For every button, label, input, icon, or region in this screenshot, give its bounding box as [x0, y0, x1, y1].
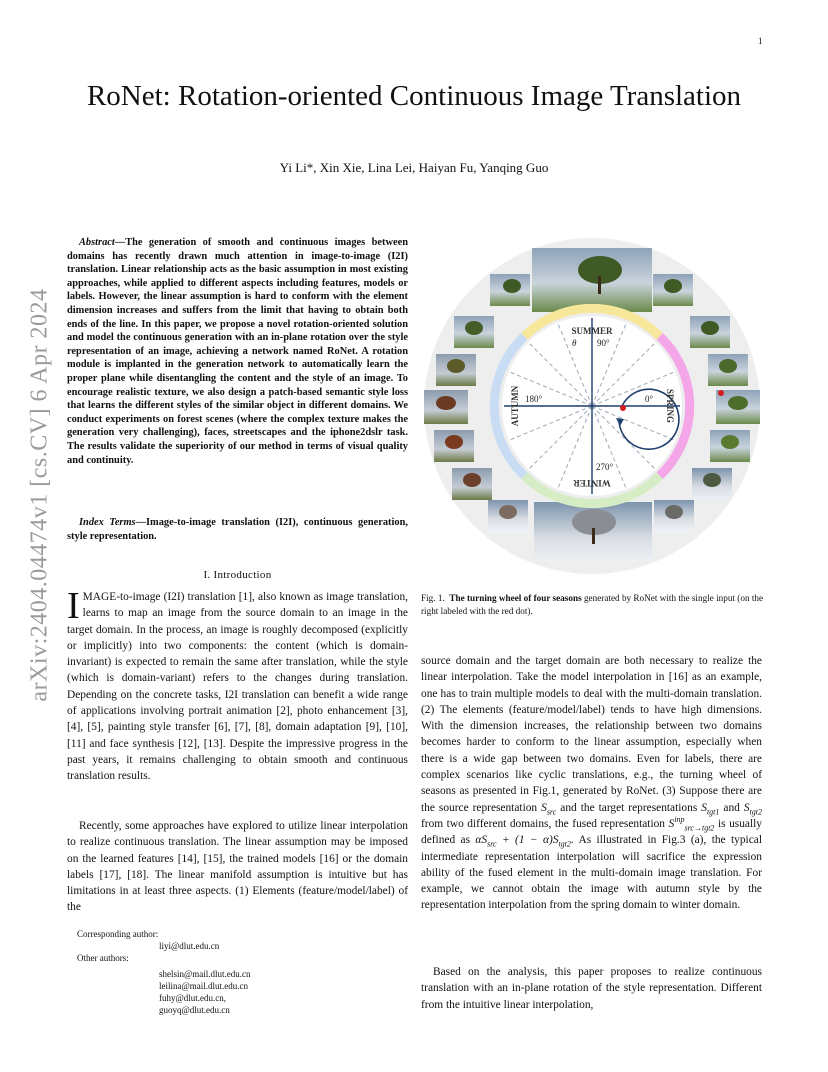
thumbnail	[654, 500, 694, 532]
figure-caption	[421, 592, 766, 617]
author-email: guoyq@dlut.edu.cn	[159, 1005, 230, 1016]
thumbnail-top	[532, 248, 652, 312]
footnote	[77, 928, 377, 1016]
other-authors-label: Other authors:	[77, 953, 129, 964]
section-heading: I. Introduction	[203, 569, 272, 581]
label-autumn: AUTUMN	[510, 385, 520, 427]
input-red-dot	[718, 390, 724, 396]
abstract-text: —The generation of smooth and continuous images between domains has recently drawn much attention in image-to-image (I2I) translation. Linear relationship acts as the basic assumption in most existing approaches, while applied to different aspects including features, models or labels. However, the linear assumption is hard to conform with the element dimension increases and suffers from the limit that having to obtain both ends of the line. In this paper, we propose a novel rotation-oriented solution and model the continuous generation with an in-plane rotation over the style representation of an image, achieving a network named RoNet. A rotation module is implanted in the generation network to automatically learn the proper plane while disentangling the content and the style of an image. To encourage realistic texture, we also design a patch-based semantic style loss that learns the different styles of the similar object in different domains. We conduct experiments on forest scenes (where the complex texture makes the generation very challenging), faces, streetscapes and the iphone2dslr task. The results validate the superiority of our method in terms of visual quality and continuity.	[67, 237, 408, 466]
thumbnail-bottom	[534, 502, 652, 562]
index-terms-label: Index Terms	[79, 517, 136, 528]
text-run: from two different domains, the fused representation	[421, 817, 669, 830]
corresponding-label: Corresponding author:	[77, 929, 159, 939]
thumbnail	[690, 316, 730, 348]
abstract	[67, 236, 408, 467]
label-summer: SUMMER	[571, 326, 613, 336]
math-s-tgt1: $S_{tgt1}$	[701, 801, 720, 816]
thumbnail	[710, 430, 750, 462]
abstract-label: Abstract	[79, 237, 115, 248]
intro-p1-text: MAGE-to-image (I2I) translation [1], also known as image translation, learns to map an image from the source domain to an image in the target domain. In the process, an image is roughly decomposed (explicitly or implicitly) into two components: the content (which is domain-invariant) is expected to remain the same after translation, while the style (which is domain-variant) refers to the changes during translation. Depending on the concrete tasks, I2I translation can benefit a wide range of applications involving portrait animation [2], photo enhancement [3], [4], [5], painting style transfer [6], [7], [8], domain adaptation [9], [10], [11] and face synthesis [12], [13]. Despite the impressive progress in the past years, it remains challenging to obtain smooth and continuous translation results.	[67, 591, 408, 783]
label-0: 0°	[645, 394, 654, 404]
figure-season-wheel	[424, 238, 760, 574]
thumbnail	[488, 500, 528, 532]
intro-paragraph-2: Recently, some approaches have explored to utilize linear interpolation to realize continuous translation. The linear assumption may be imposed on the learned features [14], [15], the trained models [16] or the domain labels [17], [18]. The linear manifold assumption is intuitive but has limitations in at least three aspects. (1) Elements (feature/model/label) of the	[67, 820, 408, 914]
label-180: 180°	[525, 394, 543, 404]
text-run: and	[719, 801, 744, 814]
column2-paragraph-1	[421, 653, 762, 914]
author-email: leilina@mail.dlut.edu.cn	[159, 980, 249, 991]
season-wheel-graphic	[424, 238, 760, 574]
math-s-src: $S_{src}$	[541, 801, 557, 816]
dial-red-dot	[620, 405, 626, 411]
author-email: fuhy@dlut.edu.cn,	[159, 993, 227, 1004]
thumbnail	[490, 274, 530, 306]
thumbnail	[424, 390, 468, 424]
thumbnail	[692, 468, 732, 500]
thumbnail	[436, 354, 476, 386]
index-terms-text: —Image-to-image translation (I2I), continuous generation, style representation.	[67, 517, 408, 542]
text-run: source domain and the target domain are both necessary to realize the linear interpolation. Take the model interpolation in [16] as an example, one has to train multiple models to deal with the multi-domain translation. (2) The elements (feature/model/label) tends to have high dimensions. With the dimension increases, the relationship between two domains becomes harder to conform to the linear assumption, especially when there is a wide gap between two domains. Even for labels, there are complex scenarios like cyclic translations, e.g., the turning wheel of seasons as presented in Fig.1, generated by RoNet. (3) Suppose there are the source representation	[421, 655, 762, 814]
caption-bold: The turning wheel of four seasons	[449, 593, 582, 603]
math-s-inp: $S^{inp}_{src\to tgt2}$	[668, 815, 715, 833]
thumbnail	[434, 430, 474, 462]
thumbnail	[452, 468, 492, 500]
label-winter: WINTER	[573, 478, 611, 488]
column2-paragraph-2: Based on the analysis, this paper proposes to realize continuous translation with an in-plane rotation of the style representation. Different from the intuitive linear interpolation,	[421, 966, 762, 1011]
text-run: . As illustrated in Fig.3 (a), the typical intermediate representation interpolation will sacrifice the expression ability of the fused element in the multi-domain image translation. For example, we cannot obtain the image with autumn style by the representation interpolation from the spring domain to winter domain.	[421, 834, 762, 912]
paper-title: RoNet: Rotation-oriented Continuous Image Translation	[86, 80, 742, 112]
label-spring: SPRING	[665, 388, 675, 424]
page-number: 1	[758, 36, 763, 46]
caption-prefix: Fig. 1.	[421, 593, 445, 603]
text-run: and the target representations	[556, 801, 702, 814]
author-email: shelsin@mail.dlut.edu.cn	[159, 968, 251, 979]
thumbnail	[454, 316, 494, 348]
caption-rest: generated by RoNet with the single input (on the right labeled with the red dot).	[421, 593, 764, 616]
intro-paragraph-1	[67, 585, 408, 785]
label-90: 90°	[597, 338, 610, 348]
corresponding-email: liyi@dlut.edu.cn	[159, 941, 220, 952]
thumbnail	[708, 354, 748, 386]
drop-cap: I	[67, 585, 80, 627]
label-270: 270°	[596, 462, 614, 472]
author-list: Yi Li*, Xin Xie, Lina Lei, Haiyan Fu, Yanqing Guo	[279, 160, 549, 175]
index-terms	[67, 516, 408, 543]
math-s-tgt2: $S_{tgt2}$	[743, 801, 762, 816]
arxiv-stamp: arXiv:2404.04474v1 [cs.CV] 6 Apr 2024	[26, 288, 53, 702]
math-interp: $\alpha S_{src} + (1 - \alpha)S_{tgt2}$	[475, 834, 571, 849]
label-theta: θ	[572, 338, 577, 348]
thumbnail	[653, 274, 693, 306]
text-run: is usually defined as	[421, 817, 762, 847]
